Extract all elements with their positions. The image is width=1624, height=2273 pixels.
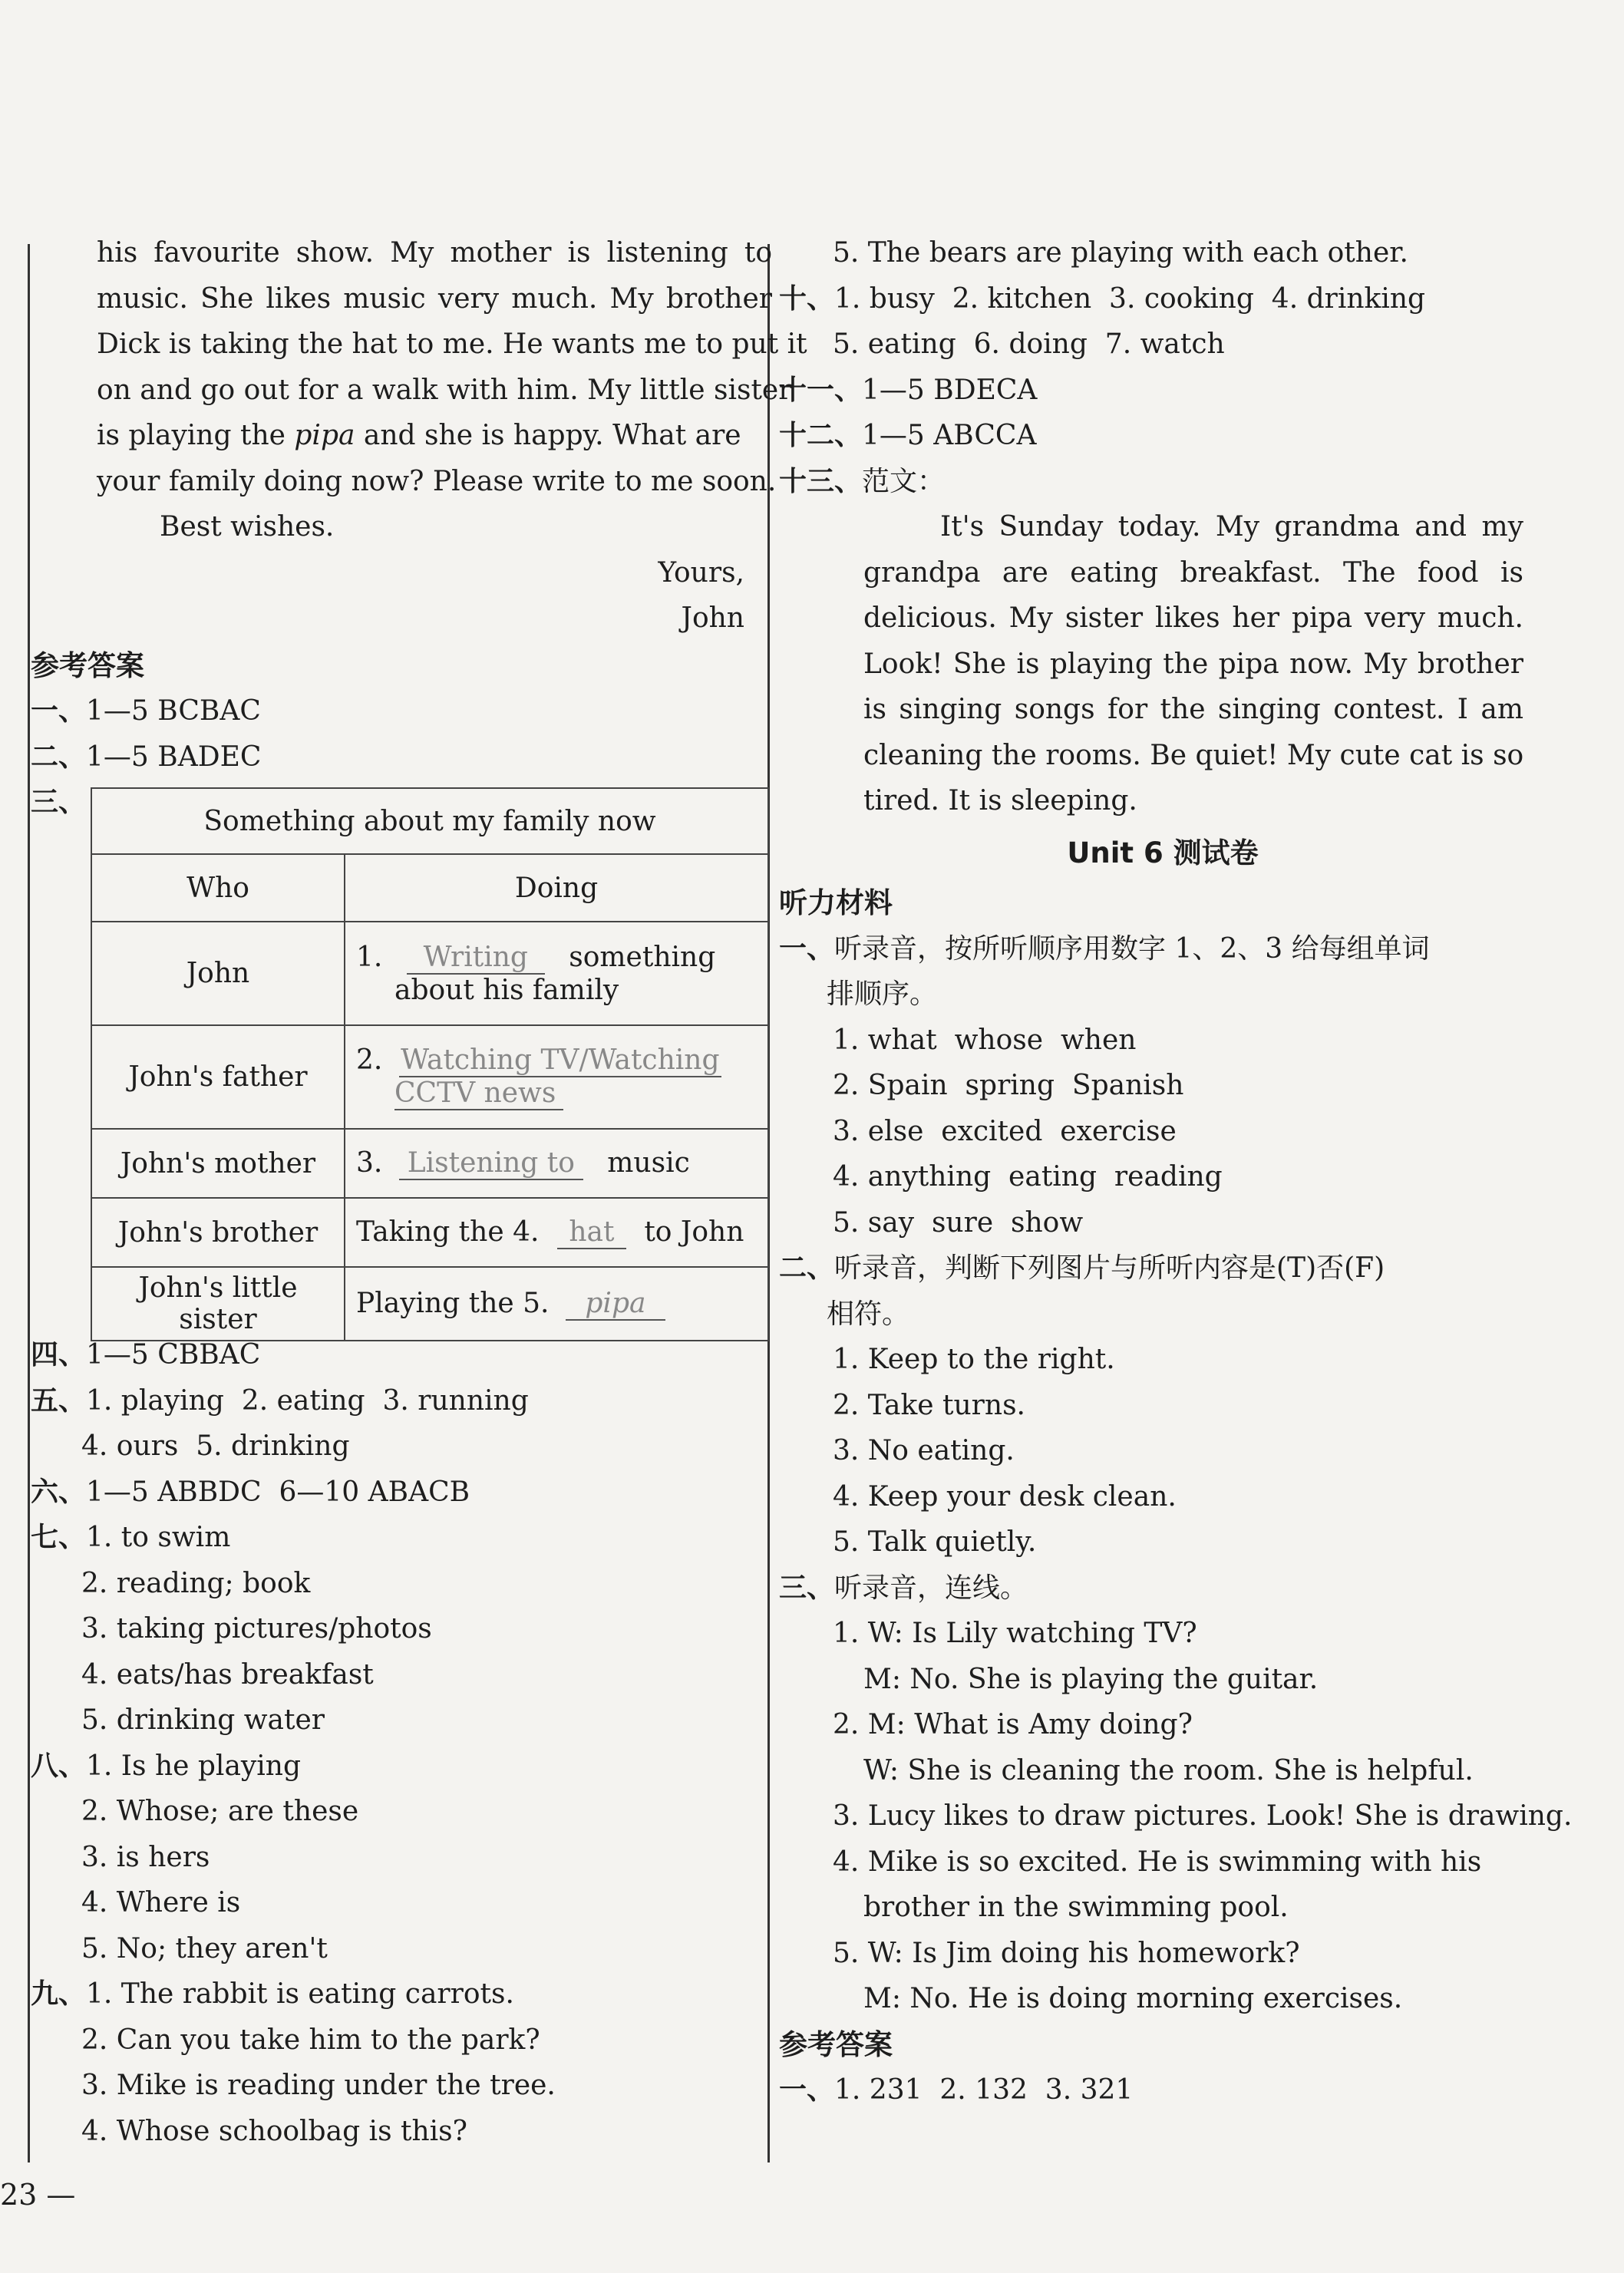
column-header-doing: Doing — [345, 854, 768, 922]
cell-text: about his family — [394, 974, 619, 1006]
table-row — [91, 1129, 768, 1198]
section-number: 十、 — [779, 282, 835, 315]
instruction-text: 听录音，连线。 — [834, 1572, 1028, 1604]
instruction-text: 相符。 — [827, 1298, 910, 1330]
section-number: 一、 — [31, 695, 87, 727]
dialog-line: W: She is cleaning the room. She is helpful. — [863, 1754, 1474, 1786]
answer-item: 5. No; they aren't — [81, 1932, 328, 1965]
word-group: 5. say sure show — [833, 1206, 1084, 1239]
section-number: 二、 — [779, 1252, 835, 1284]
table-row — [91, 1198, 768, 1267]
essay-line: cleaning the rooms. Be quiet! My cute cat is so — [863, 739, 1524, 771]
filled-blank: Writing — [407, 942, 545, 975]
answer-item: 3. is hers — [81, 1841, 210, 1873]
essay-line: grandpa are eating breakfast. The food is — [863, 556, 1523, 589]
item-number: 3. — [356, 1146, 383, 1179]
answers-heading: 参考答案 — [779, 2027, 893, 2061]
word-group: 1. what whose when — [833, 1024, 1137, 1056]
answer-text: 5. eating 6. doing 7. watch — [833, 328, 1225, 360]
letter-line: his favourite show. My mother is listening to — [97, 237, 772, 269]
table-row — [91, 1267, 768, 1341]
answer-item: 1. to swim — [86, 1522, 231, 1553]
answer-item: 1. Is he playing — [86, 1750, 301, 1782]
left-margin-rule — [28, 244, 30, 2162]
dialog-line: 2. M: What is Amy doing? — [833, 1709, 1193, 1740]
who-cell: John — [91, 922, 345, 1025]
cell-text: something — [569, 941, 716, 973]
listening-item: 1. Keep to the right. — [833, 1344, 1115, 1375]
answer-item: 4. eats/has breakfast — [81, 1658, 374, 1691]
answer-item: 4. Where is — [81, 1887, 241, 1918]
essay-line: delicious. My sister likes her pipa very much. — [863, 602, 1523, 634]
who-cell: John's father — [91, 1025, 345, 1129]
dialog-line: M: No. He is doing morning exercises. — [863, 1983, 1403, 2014]
family-table-block — [31, 780, 760, 1335]
answer-text: 1—5 ABCCA — [862, 420, 1037, 451]
instruction-text: 排顺序。 — [827, 978, 938, 1010]
section-number: 八、 — [31, 1750, 87, 1782]
answer-text: 范文： — [862, 465, 946, 497]
section-number: 五、 — [31, 1384, 87, 1417]
section-number: 一、 — [779, 932, 835, 965]
listening-item: 3. No eating. — [833, 1435, 1015, 1466]
answer-text: 1. busy 2. kitchen 3. cooking 4. drinking — [834, 282, 1426, 315]
listening-item: 2. Take turns. — [833, 1389, 1025, 1421]
doing-cell — [345, 922, 768, 1025]
word-group: 2. Spain spring Spanish — [833, 1070, 1184, 1101]
doing-cell — [345, 1025, 768, 1129]
letter-closing: Best wishes. — [160, 511, 335, 543]
dialog-line: 3. Lucy likes to draw pictures. Look! She is drawing. — [833, 1800, 1573, 1832]
item-number: 2. — [356, 1044, 383, 1076]
cell-text: to John — [644, 1216, 744, 1248]
who-cell: John's mother — [91, 1129, 345, 1198]
table-row — [91, 922, 768, 1025]
right-column — [779, 230, 1573, 2113]
item-number: 1. — [356, 941, 383, 973]
cell-text: Taking the 4. — [356, 1216, 540, 1248]
essay-line: tired. It is sleeping. — [863, 785, 1137, 816]
letter-line: your family doing now? Please write to me soon. — [97, 465, 777, 497]
answer-text: 1. playing 2. eating 3. running — [86, 1384, 529, 1417]
letter-text: and she is happy. What are — [355, 420, 741, 451]
letter-italic-word: pipa — [294, 420, 355, 451]
answer-text: 1. 231 2. 132 3. 321 — [834, 2074, 1134, 2106]
letter-signature: John — [681, 602, 744, 634]
essay-line: Look! She is playing the pipa now. My brother — [863, 648, 1523, 680]
table-row — [91, 1025, 768, 1129]
answer-text: 1—5 CBBAC — [86, 1339, 261, 1371]
section-number: 一、 — [779, 2074, 835, 2106]
section-number: 三、 — [779, 1572, 835, 1604]
letter-line: on and go out for a walk with him. My little sister — [97, 374, 792, 406]
word-group: 3. else excited exercise — [833, 1115, 1177, 1147]
section-number: 十二、 — [779, 420, 863, 451]
listening-item: 5. Talk quietly. — [833, 1526, 1037, 1558]
family-table — [91, 787, 769, 1341]
answer-item: 2. Can you take him to the park? — [81, 2024, 540, 2056]
filled-blank: hat — [557, 1217, 626, 1249]
answer-item: 2. Whose; are these — [81, 1796, 359, 1827]
letter-line: Dick is taking the hat to me. He wants me to put it — [97, 328, 807, 360]
answer-text: 1—5 BDECA — [862, 374, 1038, 406]
answer-text: 4. ours 5. drinking — [81, 1430, 350, 1462]
essay-line: It's Sunday today. My grandma and my — [940, 511, 1523, 543]
doing-cell — [345, 1267, 768, 1341]
dialog-line: M: No. She is playing the guitar. — [863, 1663, 1319, 1695]
answer-text: 1—5 ABBDC 6—10 ABACB — [86, 1476, 470, 1508]
answer-item: 3. taking pictures/photos — [81, 1613, 432, 1645]
word-group: 4. anything eating reading — [833, 1161, 1223, 1193]
filled-blank: Listening to — [399, 1148, 583, 1180]
table-title: Something about my family now — [91, 788, 768, 854]
essay-line: is singing songs for the singing contest. I am — [863, 694, 1523, 725]
dialog-line: 5. W: Is Jim doing his homework? — [833, 1937, 1300, 1969]
answer-text: 1—5 BADEC — [86, 741, 262, 773]
answer-item: 2. reading; book — [81, 1567, 311, 1599]
listening-item: 4. Keep your desk clean. — [833, 1480, 1177, 1513]
instruction-text: 听录音，按所听顺序用数字 1、2、3 给每组单词 — [834, 932, 1430, 965]
instruction-text: 听录音，判断下列图片与所听内容是(T)否(F) — [834, 1252, 1385, 1284]
section-number: 七、 — [31, 1522, 87, 1553]
listening-heading: 听力材料 — [779, 886, 893, 919]
answers-heading: 参考答案 — [31, 648, 144, 682]
section-number: 十一、 — [779, 374, 863, 406]
answer-item: 1. The rabbit is eating carrots. — [86, 1978, 514, 2010]
answer-item: 5. The bears are playing with each other. — [833, 237, 1408, 269]
answer-text: 1—5 BCBAC — [86, 695, 261, 727]
left-column — [31, 230, 807, 2154]
filled-blank: Watching TV/Watching — [399, 1045, 721, 1077]
letter-text: is playing the — [97, 420, 295, 451]
page-number: 23 — — [0, 2178, 76, 2212]
filled-blank: pipa — [566, 1288, 665, 1321]
dialog-line: brother in the swimming pool. — [863, 1892, 1289, 1923]
answer-item: 3. Mike is reading under the tree. — [81, 2070, 556, 2101]
filled-blank: CCTV news — [394, 1078, 563, 1110]
section-number: 二、 — [31, 741, 87, 773]
answer-item: 5. drinking water — [81, 1704, 325, 1736]
answer-item: 4. Whose schoolbag is this? — [81, 2115, 467, 2147]
dialog-line: 1. W: Is Lily watching TV? — [833, 1618, 1197, 1649]
section-number: 三、 — [31, 787, 87, 818]
section-number: 四、 — [31, 1339, 87, 1371]
cell-text: music — [607, 1146, 690, 1179]
letter-line: music. She likes music very much. My brother — [97, 282, 772, 315]
who-cell: John's brother — [91, 1198, 345, 1267]
section-number: 九、 — [31, 1978, 87, 2010]
column-header-who: Who — [91, 854, 345, 922]
who-cell: John's little sister — [91, 1267, 345, 1341]
doing-cell — [345, 1198, 768, 1267]
dialog-line: 4. Mike is so excited. He is swimming with his — [833, 1846, 1482, 1878]
cell-text: Playing the 5. — [356, 1287, 550, 1319]
letter-line — [31, 413, 760, 459]
section-number: 十三、 — [779, 465, 863, 497]
unit-title: Unit 6 测试卷 — [1067, 836, 1259, 869]
letter-yours: Yours, — [658, 556, 744, 589]
section-number: 六、 — [31, 1476, 87, 1508]
doing-cell — [345, 1129, 768, 1198]
